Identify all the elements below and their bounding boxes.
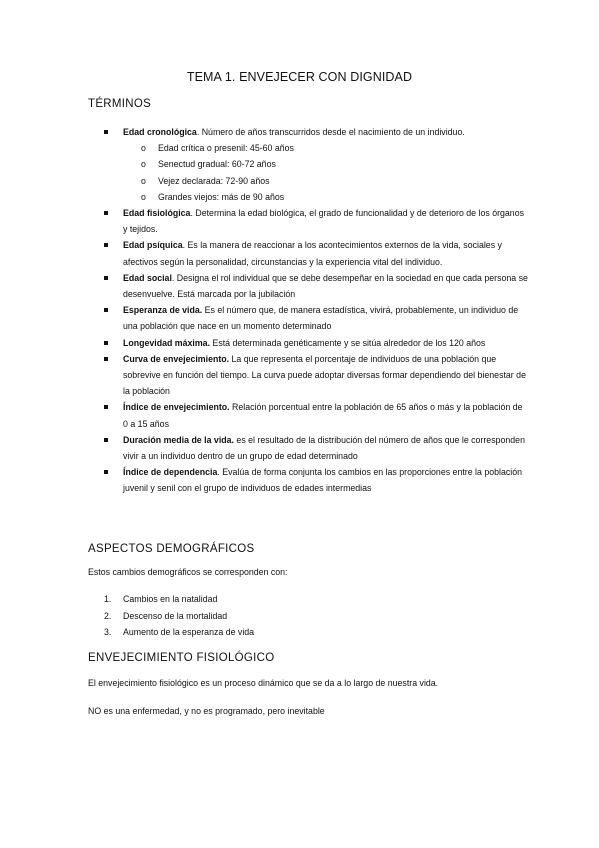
term-definition: La que representa el porcentaje de individuos de una población que sobrevive en función del tiempo. La curva puede adoptar diversas formar dependiendo del bienestar de la población <box>123 353 526 397</box>
list-item <box>88 237 528 269</box>
terms-list <box>88 124 528 497</box>
term-definition: Relación porcentual entre la población de 65 años o más y la población de 0 a 15 años <box>123 402 523 429</box>
term-definition: . Determina la edad biológica, el grado de funcionalidad y de deterioro de los órganos y tejidos. <box>123 208 524 235</box>
bullet-icon <box>104 276 108 280</box>
bullet-icon <box>104 308 108 312</box>
sub-item-text: Senectud gradual: 60-72 años <box>158 159 276 170</box>
bullet-icon <box>104 243 108 247</box>
list-item <box>88 464 528 496</box>
term-name: Duración media de la vida. <box>123 434 234 445</box>
list-number: 3. <box>104 627 112 637</box>
bullet-icon <box>104 470 108 474</box>
sub-item: o Senectud gradual: 60-72 años <box>141 159 276 170</box>
list-item-text: Cambios en la natalidad <box>123 594 218 604</box>
term-name: Edad cronológica <box>123 127 197 137</box>
list-item <box>88 205 528 237</box>
term-name: Longevidad máxima. <box>123 337 211 348</box>
list-item <box>88 335 528 351</box>
list-item <box>88 351 528 400</box>
term-definition: es el resultado de la distribución del número de años que le corresponden vivir a un individuo dentro de un grupo de edad determinado <box>123 434 525 462</box>
list-number: 2. <box>104 610 112 621</box>
list-item <box>88 591 254 608</box>
sub-item: o Vejez declarada: 72-90 años <box>141 175 270 186</box>
demograficos-intro: Estos cambios demográficos se corresponden con: <box>88 567 288 577</box>
fisiologico-paragraph-2: NO es una enfermedad, y no es programado, pero inevitable <box>88 706 325 716</box>
sub-item-text: Edad crítica o presenil: 45-60 años <box>158 143 294 154</box>
list-number: 1. <box>104 594 112 604</box>
bullet-icon <box>104 211 108 215</box>
bullet-icon <box>104 438 108 442</box>
sub-item-text: Grandes viejos: más de 90 años <box>158 191 285 202</box>
term-definition: . Es la manera de reaccionar a los acontecimientos externos de la vida, sociales y afectivos según la personalidad, circunstancias y la experiencia vital del individuo. <box>123 240 502 267</box>
fisiologico-paragraph-1: El envejecimiento fisiológico es un proceso dinámico que se da a lo largo de nuestra vida. <box>88 678 439 688</box>
page-title: TEMA 1. ENVEJECER CON DIGNIDAD <box>186 70 413 84</box>
term-name: Índice de dependencia <box>123 467 218 478</box>
term-name: Edad fisiológica <box>123 208 191 219</box>
sub-item-text: Vejez declarada: 72-90 años <box>158 175 270 186</box>
term-definition: . Designa el rol individual que se debe desempeñar en la sociedad en que cada persona se desenvuelve. Está marcada por la jubilación <box>123 272 528 300</box>
numbered-list <box>88 591 254 641</box>
sub-item: o Edad crítica o presenil: 45-60 años <box>141 143 294 154</box>
list-item-text: Aumento de la esperanza de vida <box>123 627 255 637</box>
term-name: Edad psíquica <box>123 240 183 251</box>
term-definition: . Número de años transcurridos desde el nacimiento de un individuo. <box>196 127 465 137</box>
bullet-icon <box>104 341 108 345</box>
list-item <box>88 302 528 334</box>
section-heading-terminos: TÉRMINOS <box>88 98 152 110</box>
list-item <box>88 432 528 464</box>
sub-item: o Grandes viejos: más de 90 años <box>141 191 285 202</box>
list-item-text: Descenso de la mortalidad <box>123 610 228 621</box>
bullet-icon <box>104 405 108 409</box>
term-name: Índice de envejecimiento. <box>123 402 230 413</box>
term-name: Esperanza de vida. <box>123 305 203 316</box>
term-definition: Es el número que, de manera estadística, vivirá, probablemente, un individuo de una población que nace en un momento determinado <box>123 305 519 332</box>
list-item <box>88 399 528 431</box>
list-item <box>88 124 528 140</box>
section-heading-demograficos: ASPECTOS DEMOGRÁFICOS <box>88 543 255 555</box>
term-definition: . Evalúa de forma conjunta los cambios en las proporciones entre la población juvenil y senil con el grupo de individuos de edades intermedias <box>123 467 523 494</box>
term-definition: Está determinada genéticamente y se sitúa alrededor de los 120 años <box>210 337 486 348</box>
bullet-icon <box>104 130 108 134</box>
bullet-icon <box>104 357 108 361</box>
list-item <box>88 624 254 641</box>
term-name: Curva de envejecimiento. <box>123 353 230 364</box>
list-item <box>88 270 528 302</box>
term-name: Edad social <box>123 272 172 283</box>
section-heading-fisiologico: ENVEJECIMIENTO FISIOLÓGICO <box>88 652 275 664</box>
list-item <box>88 608 254 625</box>
